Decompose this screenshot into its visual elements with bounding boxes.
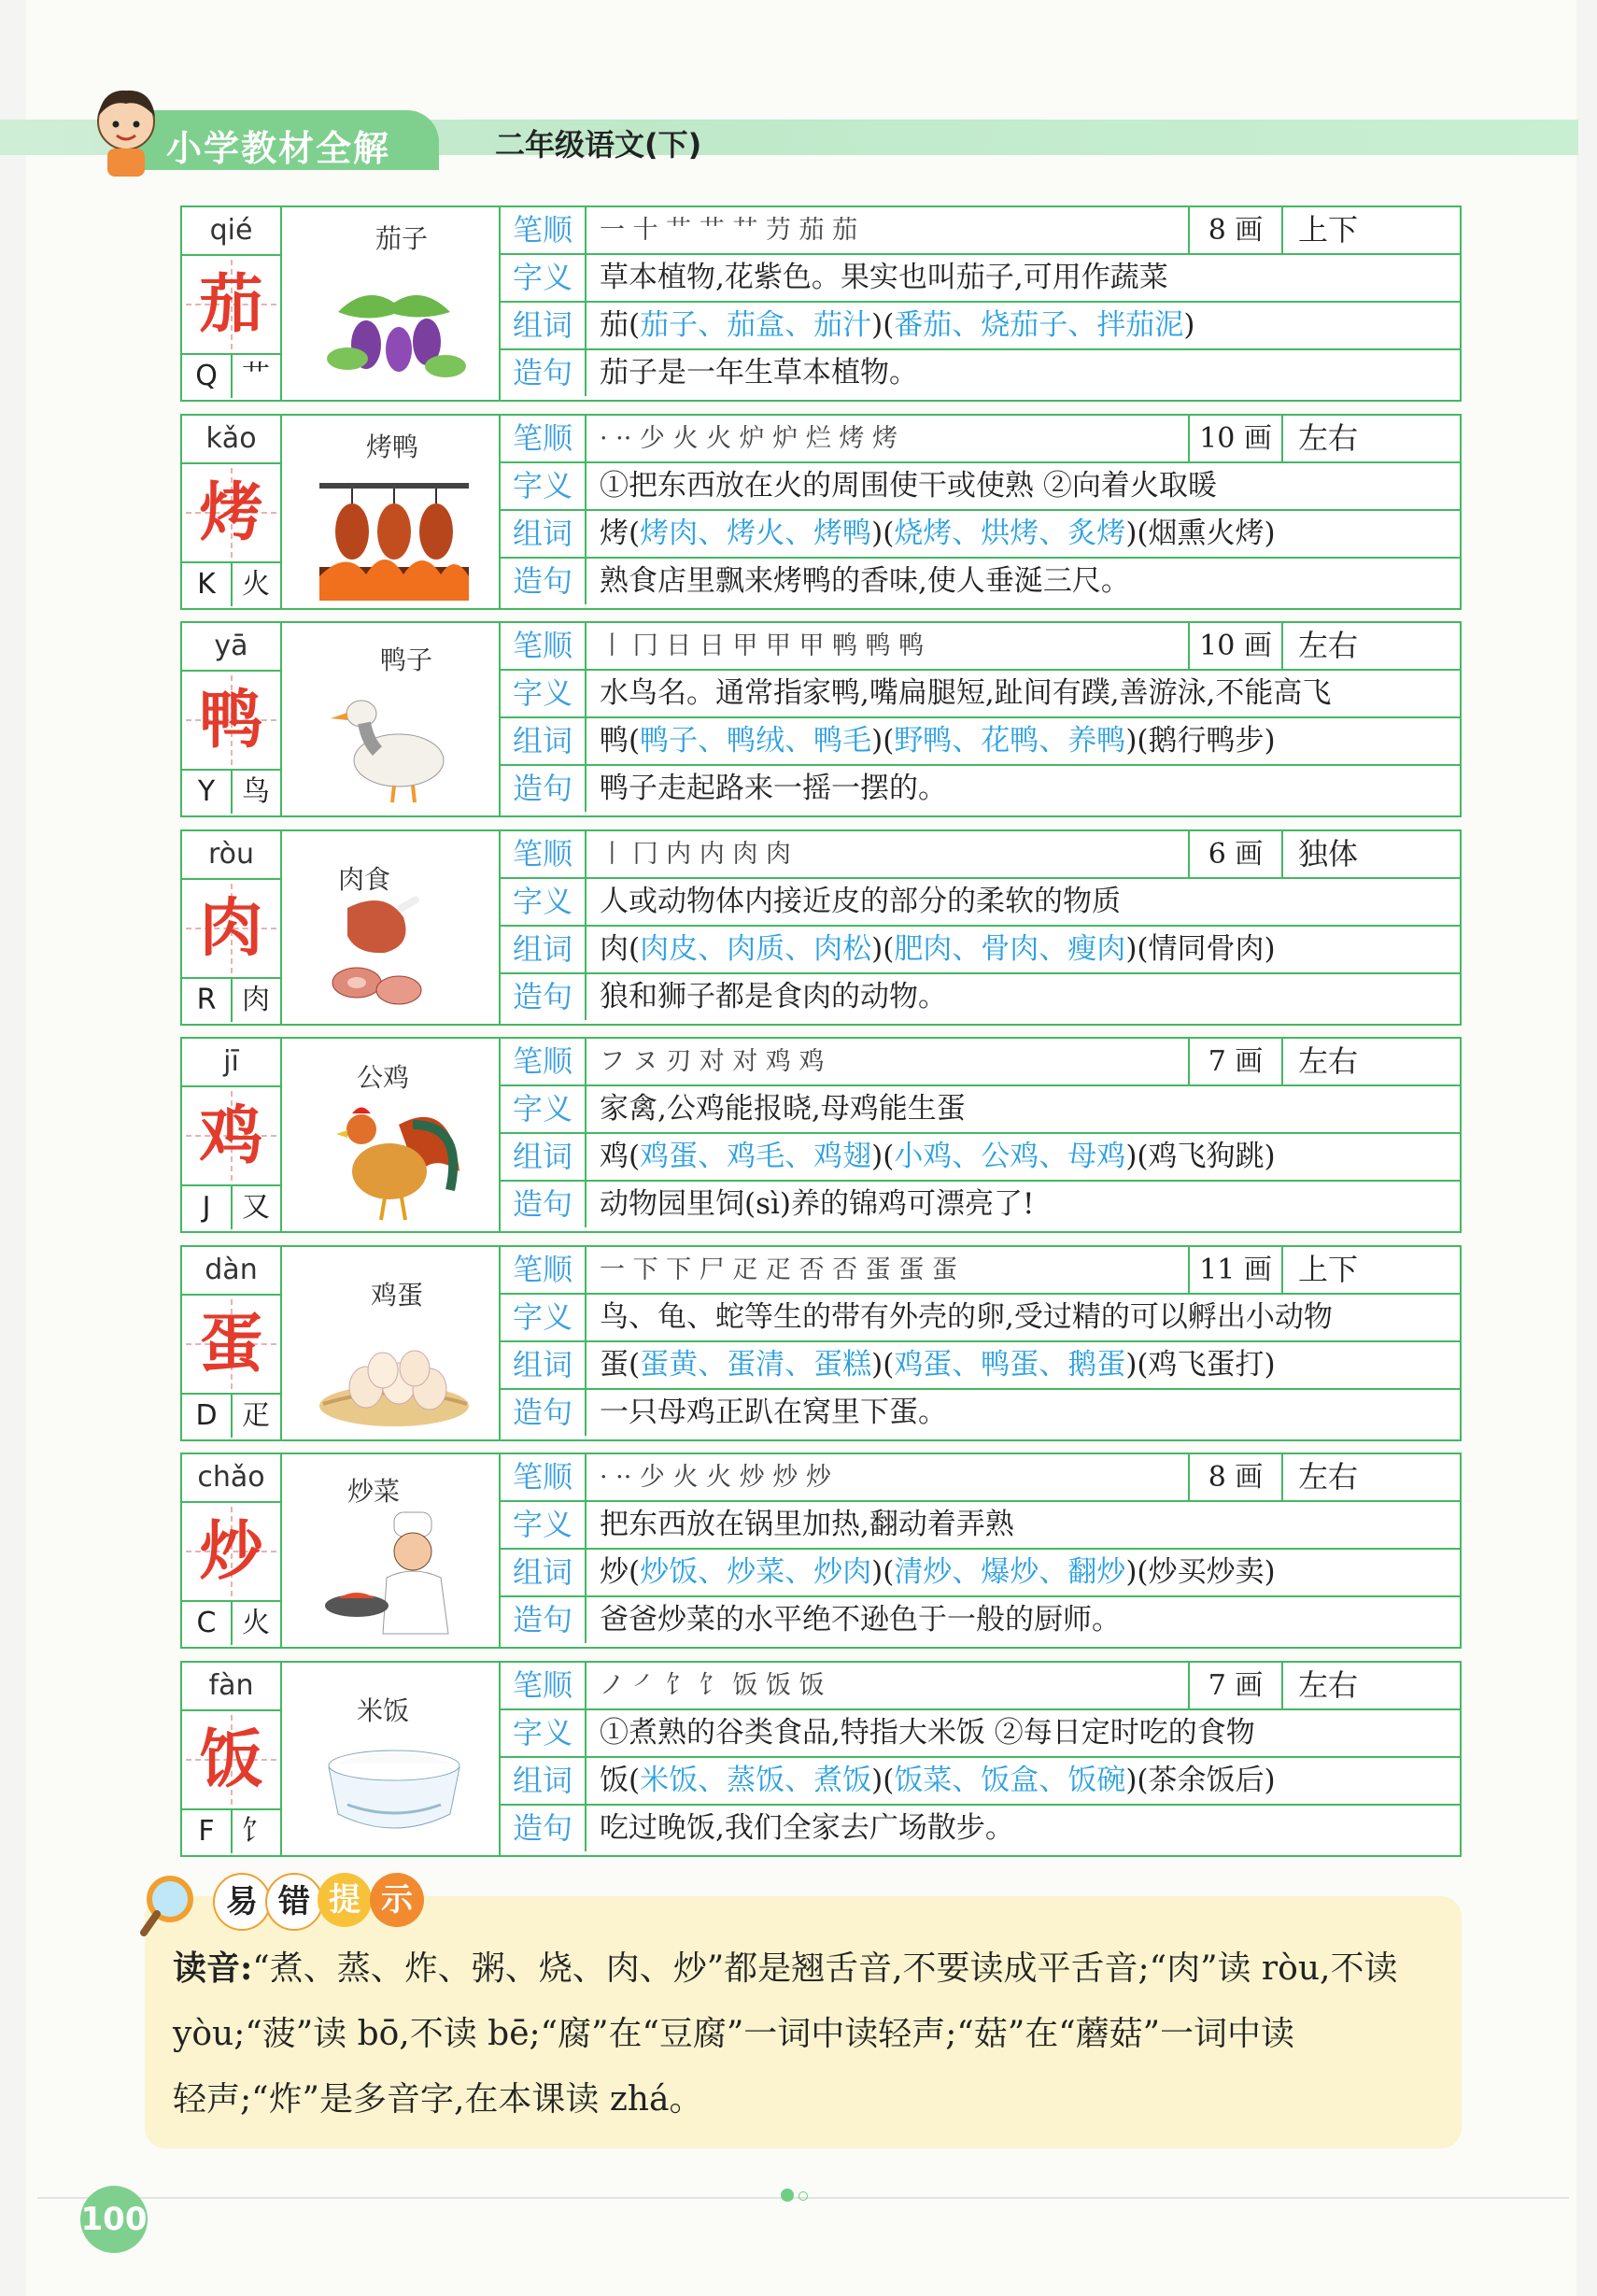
magnifier-icon (140, 1873, 205, 1938)
tip-title-char-3: 提 (318, 1873, 372, 1927)
strokes-label: 笔顺 (501, 1039, 587, 1084)
sentence-label: 造句 (501, 974, 587, 1020)
words-row (501, 1342, 1460, 1390)
picture-label: 烤鸭 (366, 432, 419, 462)
char-info-column (182, 207, 282, 400)
strokes-label: 笔顺 (501, 623, 587, 669)
sentence-text: 爸爸炒菜的水平绝不逊色于一般的厨师。 (600, 1603, 1121, 1637)
tip-title-char-4: 示 (370, 1873, 424, 1927)
picture-cell (282, 623, 501, 815)
sentence-row (501, 1597, 1460, 1645)
sentence-row (501, 974, 1460, 1022)
words-head: 鸭( (600, 724, 641, 758)
words-row (501, 1134, 1460, 1182)
words-tail: )(炒买炒卖) (1125, 1555, 1276, 1589)
char-info-column (182, 1039, 282, 1231)
meaning-row (501, 671, 1460, 718)
words-text (600, 1342, 1276, 1388)
picture-illustration-icon (310, 880, 478, 1018)
words-head: 茄( (600, 308, 641, 342)
meaning-text: 鸟、龟、蛇等生的带有外壳的卵,受过精的可以孵出小动物 (600, 1300, 1333, 1334)
words-tail: ) (1183, 308, 1195, 342)
page-number: 100 (80, 2186, 148, 2253)
words-head: 蛋( (600, 1348, 641, 1382)
words-group-2: 鸡蛋、鸭蛋、鹅蛋 (894, 1348, 1126, 1382)
char-info-column (182, 1454, 282, 1647)
character-entry (180, 1453, 1462, 1649)
words-group-2: 小鸡、公鸡、母鸡 (894, 1140, 1126, 1173)
meaning-label: 字义 (501, 1086, 587, 1132)
character: 鸡 (199, 1098, 263, 1173)
words-sep: )( (871, 308, 895, 342)
character: 炒 (199, 1514, 263, 1589)
character-entry (180, 829, 1462, 1026)
strokes-label: 笔顺 (501, 1247, 587, 1293)
capital-letter: Q (182, 355, 233, 398)
words-text (600, 718, 1276, 764)
character: 肉 (199, 891, 263, 966)
structure: 上下 (1281, 1247, 1373, 1293)
picture-cell (282, 1247, 501, 1439)
words-sep: )( (871, 517, 895, 550)
tip-line-3: 轻声;“炸”是多音字,在本课读 zhá。 (173, 2080, 703, 2119)
radical: 火 (242, 1607, 270, 1639)
strokes-label: 笔顺 (501, 1454, 587, 1500)
detail-rows (501, 416, 1460, 608)
character: 鸭 (199, 683, 263, 758)
structure: 上下 (1281, 207, 1373, 253)
words-group-1: 烤肉、烤火、烤鸭 (640, 517, 872, 550)
pinyin: jī (182, 1041, 280, 1087)
words-sep: )( (871, 1348, 895, 1382)
words-group-2: 清炒、爆炒、翻炒 (894, 1555, 1126, 1589)
tip-title-char-1: 易 (213, 1873, 271, 1931)
words-label: 组词 (501, 303, 587, 348)
meaning-row (501, 1710, 1460, 1758)
sentence-row (501, 350, 1460, 398)
sentence-row (501, 1806, 1460, 1853)
picture-illustration-icon (310, 672, 478, 810)
words-tail: )(烟熏火烤) (1125, 517, 1276, 550)
stroke-order: · ·· 少 火 火 炉 炉 烂 烤 烤 (600, 424, 897, 453)
words-head: 鸡( (600, 1140, 641, 1173)
pinyin: fàn (182, 1665, 280, 1711)
words-head: 肉( (600, 932, 641, 966)
character-entry (180, 1661, 1462, 1857)
picture-cell (282, 1039, 501, 1231)
words-group-1: 鸭子、鸭绒、鸭毛 (640, 724, 872, 758)
sentence-row (501, 1390, 1460, 1438)
char-info-column (182, 416, 282, 608)
radical: 疋 (242, 1399, 270, 1432)
structure: 独体 (1281, 831, 1373, 877)
character: 烤 (199, 475, 263, 550)
strokes-row (501, 1247, 1460, 1295)
strokes-row (501, 1039, 1460, 1086)
sentence-text: 一只母鸡正趴在窝里下蛋。 (600, 1396, 947, 1429)
picture-cell (282, 207, 501, 400)
picture-cell (282, 416, 501, 608)
radical: 肉 (242, 984, 270, 1016)
meaning-label: 字义 (501, 1295, 587, 1340)
meaning-text: 家禽,公鸡能报晓,母鸡能生蛋 (600, 1092, 966, 1126)
radical: 饣 (242, 1815, 270, 1848)
words-row (501, 511, 1460, 559)
character: 蛋 (199, 1307, 263, 1382)
words-row (501, 303, 1460, 350)
stroke-order: 一 十 艹 艹 ⺿ 芀 茄 茄 (600, 216, 858, 245)
stroke-order: フ ヌ 刃 对 对 鸡 鸡 (600, 1047, 825, 1076)
picture-label: 米饭 (357, 1695, 410, 1726)
character-entry (180, 621, 1462, 817)
words-label: 组词 (501, 511, 587, 557)
pinyin: dàn (182, 1249, 280, 1296)
meaning-label: 字义 (501, 255, 587, 301)
character-entry (180, 414, 1462, 610)
sentence-label: 造句 (501, 1597, 587, 1643)
radical: 鸟 (242, 775, 270, 808)
sentence-text: 茄子是一年生草本植物。 (600, 356, 918, 390)
structure: 左右 (1281, 623, 1373, 669)
character-entry (180, 1037, 1462, 1233)
words-group-2: 烧烤、烘烤、炙烤 (894, 517, 1126, 550)
capital-letter: R (182, 979, 233, 1022)
stroke-order: 一 下 下 尸 疋 疋 否 否 蛋 蛋 蛋 (600, 1255, 957, 1284)
strokes-label: 笔顺 (501, 1663, 587, 1708)
char-info-column (182, 831, 282, 1024)
picture-label: 鸡蛋 (371, 1280, 424, 1311)
sentence-text: 吃过晚饭,我们全家去广场散步。 (600, 1811, 1014, 1845)
sentence-label: 造句 (501, 1806, 587, 1851)
stroke-count: 8 画 (1188, 207, 1281, 253)
strokes-label: 笔顺 (501, 831, 587, 877)
pinyin: chǎo (182, 1456, 280, 1503)
detail-rows (501, 1663, 1460, 1855)
stroke-count: 11 画 (1188, 1247, 1281, 1293)
meaning-row (501, 1502, 1460, 1550)
words-label: 组词 (501, 927, 587, 972)
pinyin: kǎo (182, 418, 280, 464)
words-label: 组词 (501, 1342, 587, 1388)
picture-illustration-icon (310, 1087, 478, 1226)
sentence-text: 动物园里饲(sì)养的锦鸡可漂亮了! (600, 1187, 1035, 1221)
sentence-row (501, 559, 1460, 606)
tip-heading: 读音: (173, 1949, 253, 1988)
meaning-label: 字义 (501, 879, 587, 925)
words-text (600, 1758, 1276, 1804)
sentence-label: 造句 (501, 559, 587, 604)
character: 茄 (199, 267, 263, 342)
meaning-label: 字义 (501, 1710, 587, 1756)
stroke-order: ノ ㇒ 饣 饣 饭 饭 饭 (600, 1671, 825, 1700)
picture-label: 鸭子 (380, 645, 433, 675)
picture-cell (282, 831, 501, 1024)
stroke-count: 8 画 (1188, 1454, 1281, 1500)
words-group-2: 野鸭、花鸭、养鸭 (894, 724, 1126, 758)
words-group-2: 番茄、烧茄子、拌茄泥 (894, 308, 1184, 342)
words-label: 组词 (501, 1758, 587, 1804)
character: 饭 (199, 1722, 263, 1797)
stroke-count: 10 画 (1188, 416, 1281, 461)
character-entry (180, 1245, 1462, 1441)
book-title: 二年级语文(下) (495, 127, 702, 163)
detail-rows (501, 1454, 1460, 1647)
meaning-text: 把东西放在锅里加热,翻动着弄熟 (600, 1508, 1014, 1541)
meaning-row (501, 879, 1460, 927)
meaning-text: 人或动物体内接近皮的部分的柔软的物质 (600, 885, 1121, 918)
meaning-text: ①把东西放在火的周围使干或使熟 ②向着火取暖 (600, 469, 1217, 503)
footer-dot (781, 2189, 794, 2202)
sentence-row (501, 766, 1460, 814)
strokes-row (501, 207, 1460, 255)
strokes-row (501, 831, 1460, 879)
words-group-1: 鸡蛋、鸡毛、鸡翅 (640, 1140, 872, 1173)
detail-rows (501, 831, 1460, 1024)
sentence-text: 狼和狮子都是食肉的动物。 (600, 980, 947, 1013)
meaning-row (501, 1295, 1460, 1342)
pinyin: qié (182, 209, 280, 256)
strokes-row (501, 623, 1460, 671)
words-tail: )(鸡飞狗跳) (1125, 1140, 1276, 1173)
char-info-column (182, 623, 282, 815)
picture-label: 公鸡 (357, 1062, 410, 1093)
meaning-row (501, 255, 1460, 303)
tip-box (145, 1896, 1462, 2148)
tip-line-1: “煮、蒸、炸、粥、烧、肉、炒”都是翘舌音,不要读成平舌音;“肉”读 ròu,不读 (252, 1949, 1398, 1988)
structure: 左右 (1281, 1454, 1373, 1500)
words-group-1: 蛋黄、蛋清、蛋糕 (640, 1348, 872, 1382)
words-sep: )( (871, 1764, 895, 1797)
radical: 艹 (242, 360, 270, 392)
strokes-row (501, 1454, 1460, 1502)
sentence-label: 造句 (501, 766, 587, 812)
picture-label: 肉食 (338, 864, 391, 895)
detail-rows (501, 1247, 1460, 1439)
meaning-text: ①煮熟的谷类食品,特指大米饭 ②每日定时吃的食物 (600, 1716, 1255, 1750)
meaning-label: 字义 (501, 671, 587, 716)
words-text (600, 927, 1276, 972)
radical: 火 (242, 568, 270, 601)
detail-rows (501, 1039, 1460, 1231)
picture-illustration-icon (310, 464, 478, 602)
words-tail: )(情同骨肉) (1125, 932, 1276, 966)
meaning-label: 字义 (501, 1502, 587, 1548)
char-info-column (182, 1247, 282, 1439)
words-label: 组词 (501, 1550, 587, 1595)
stroke-count: 7 画 (1188, 1039, 1281, 1084)
sentence-label: 造句 (501, 350, 587, 396)
footer-dot-outline (798, 2191, 808, 2201)
meaning-row (501, 1086, 1460, 1134)
words-tail: )(茶余饭后) (1125, 1764, 1276, 1797)
capital-letter: C (182, 1602, 233, 1645)
meaning-text: 水鸟名。通常指家鸭,嘴扁腿短,趾间有蹼,善游泳,不能高飞 (600, 676, 1332, 710)
stroke-order: 丨 冂 内 内 肉 肉 (600, 840, 791, 869)
sentence-text: 鸭子走起路来一摇一摆的。 (600, 772, 947, 805)
stroke-count: 10 画 (1188, 623, 1281, 669)
capital-letter: Y (182, 771, 233, 814)
char-info-column (182, 1663, 282, 1855)
words-sep: )( (871, 932, 895, 966)
meaning-text: 草本植物,花紫色。果实也叫茄子,可用作蔬菜 (600, 261, 1168, 294)
stroke-count: 6 画 (1188, 831, 1281, 877)
stroke-order: · ·· 少 火 火 炒 炒 炒 (600, 1463, 831, 1492)
structure: 左右 (1281, 1663, 1373, 1708)
words-head: 饭( (600, 1764, 641, 1797)
words-row (501, 1758, 1460, 1806)
detail-rows (501, 623, 1460, 815)
words-tail: )(鸡飞蛋打) (1125, 1348, 1276, 1382)
tip-text (173, 1935, 1443, 2133)
words-group-1: 肉皮、肉质、肉松 (640, 932, 872, 966)
strokes-row (501, 1663, 1460, 1710)
structure: 左右 (1281, 416, 1373, 461)
picture-cell (282, 1454, 501, 1647)
words-sep: )( (871, 1555, 895, 1589)
sentence-label: 造句 (501, 1390, 587, 1436)
picture-cell (282, 1663, 501, 1855)
meaning-label: 字义 (501, 463, 587, 509)
words-sep: )( (871, 724, 895, 758)
strokes-label: 笔顺 (501, 416, 587, 461)
picture-illustration-icon (310, 1503, 478, 1641)
words-text (600, 303, 1194, 348)
capital-letter: K (182, 563, 233, 606)
words-group-1: 炒饭、炒菜、炒肉 (640, 1555, 872, 1589)
capital-letter: J (182, 1186, 233, 1229)
mascot-icon (75, 79, 177, 182)
picture-illustration-icon (310, 1296, 478, 1434)
words-row (501, 718, 1460, 766)
words-row (501, 1550, 1460, 1597)
words-label: 组词 (501, 718, 587, 764)
words-text (600, 511, 1276, 557)
pinyin: yā (182, 625, 280, 672)
picture-illustration-icon (310, 256, 478, 394)
tip-line-2: yòu;“菠”读 bō,不读 bē;“腐”在“豆腐”一词中读轻声;“菇”在“蘑菇”一词中读 (173, 2015, 1295, 2053)
capital-letter: D (182, 1395, 233, 1438)
header-title: 小学教材全解 (166, 128, 391, 169)
picture-label: 茄子 (375, 223, 429, 254)
meaning-row (501, 463, 1460, 511)
words-group-1: 茄子、茄盒、茄汁 (640, 308, 872, 342)
capital-letter: F (182, 1810, 233, 1853)
words-text (600, 1550, 1276, 1595)
picture-label: 炒菜 (347, 1476, 401, 1507)
tip-title-char-2: 错 (265, 1873, 323, 1931)
pinyin: ròu (182, 833, 280, 880)
words-label: 组词 (501, 1134, 587, 1180)
detail-rows (501, 207, 1460, 400)
strokes-row (501, 416, 1460, 463)
words-sep: )( (871, 1140, 895, 1173)
words-tail: )(鹅行鸭步) (1125, 724, 1276, 758)
radical: 又 (242, 1191, 270, 1224)
sentence-label: 造句 (501, 1182, 587, 1227)
words-group-2: 肥肉、骨肉、瘦肉 (894, 932, 1126, 966)
words-group-2: 饭菜、饭盒、饭碗 (894, 1764, 1126, 1797)
picture-illustration-icon (310, 1711, 478, 1850)
words-row (501, 927, 1460, 974)
stroke-order: 丨 冂 日 日 甲 甲 甲 鸭 鸭 鸭 (600, 631, 925, 660)
sentence-text: 熟食店里飘来烤鸭的香味,使人垂涎三尺。 (600, 564, 1130, 598)
words-text (600, 1134, 1276, 1180)
words-head: 烤( (600, 517, 641, 550)
sentence-row (501, 1182, 1460, 1229)
structure: 左右 (1281, 1039, 1373, 1084)
strokes-label: 笔顺 (501, 207, 587, 253)
character-entry (180, 206, 1462, 402)
stroke-count: 7 画 (1188, 1663, 1281, 1708)
words-head: 炒( (600, 1555, 641, 1589)
words-group-1: 米饭、蒸饭、煮饭 (640, 1764, 872, 1797)
